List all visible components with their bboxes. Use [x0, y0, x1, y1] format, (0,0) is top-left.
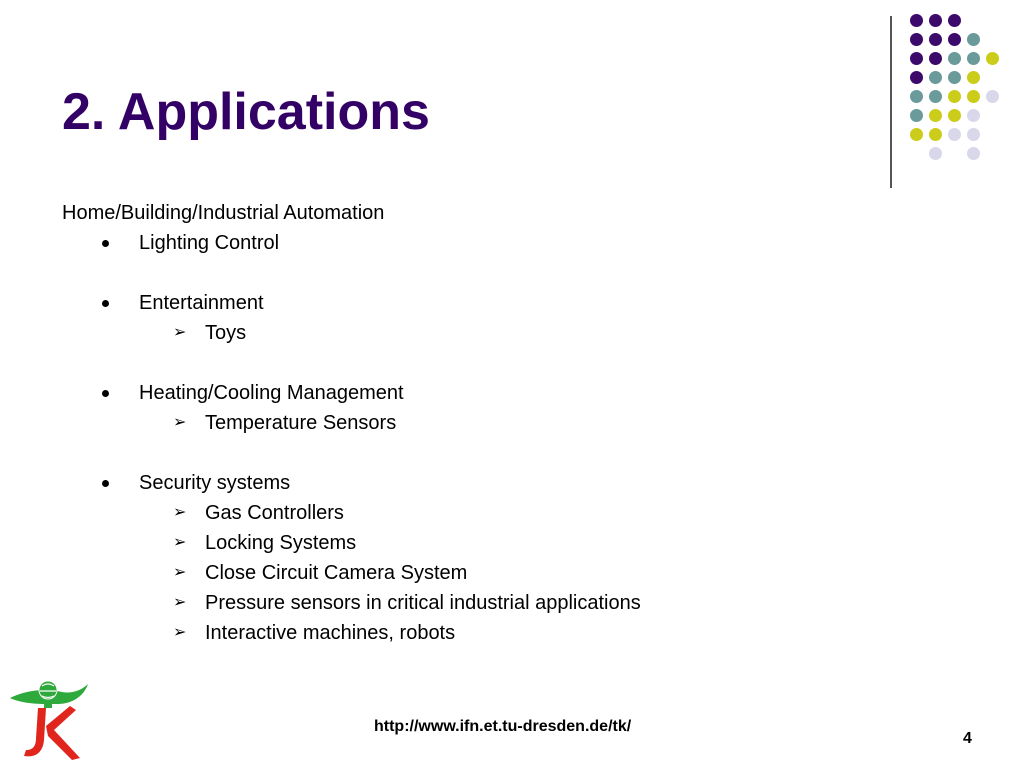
decorative-dot — [967, 109, 980, 122]
list-item — [62, 228, 862, 258]
decorative-dot — [967, 52, 980, 65]
sub-list-item — [62, 318, 862, 348]
decorative-dot — [948, 109, 961, 122]
decorative-dot — [929, 52, 942, 65]
decorative-dot — [986, 52, 999, 65]
title-divider-line — [890, 16, 892, 188]
bullet-icon — [102, 240, 109, 247]
arrowhead-bullet-icon: ➢ — [173, 594, 187, 611]
list-item — [62, 378, 862, 408]
decorative-dot — [929, 14, 942, 27]
decorative-dot — [948, 71, 961, 84]
bullet-icon — [102, 300, 109, 307]
page-number: 4 — [963, 730, 972, 747]
decorative-dot — [967, 33, 980, 46]
arrowhead-bullet-icon: ➢ — [173, 534, 187, 551]
slide-title: 2. Applications — [62, 83, 430, 141]
list-spacer — [62, 438, 862, 468]
sub-list-item — [62, 528, 862, 558]
bullet-icon — [102, 480, 109, 487]
bullet-icon — [102, 390, 109, 397]
decorative-dot — [910, 52, 923, 65]
decorative-dot — [910, 90, 923, 103]
sub-list-item — [62, 618, 862, 648]
arrowhead-bullet-icon: ➢ — [173, 504, 187, 521]
arrowhead-bullet-icon: ➢ — [173, 624, 187, 641]
sub-list-item — [62, 498, 862, 528]
decorative-dot — [948, 14, 961, 27]
decorative-dot — [948, 33, 961, 46]
decorative-dot — [910, 109, 923, 122]
sub-list-item — [62, 408, 862, 438]
tk-logo-icon — [6, 678, 90, 764]
decorative-dot — [910, 14, 923, 27]
sub-list-item-label: Pressure sensors in critical industrial applications — [205, 592, 641, 614]
list-item-label: Heating/Cooling Management — [139, 382, 404, 404]
sub-list-item-label: Toys — [205, 322, 247, 344]
decorative-dot — [986, 90, 999, 103]
arrowhead-bullet-icon: ➢ — [173, 324, 187, 341]
decorative-dot — [929, 147, 942, 160]
decorative-dot — [948, 90, 961, 103]
decorative-dot — [967, 128, 980, 141]
decorative-dot — [948, 128, 961, 141]
list-spacer — [62, 348, 862, 378]
decorative-dot — [967, 147, 980, 160]
list-item-label: Entertainment — [139, 292, 264, 314]
decorative-dot — [929, 128, 942, 141]
sub-list-item-label: Locking Systems — [205, 532, 357, 554]
list-item — [62, 288, 862, 318]
decorative-dot — [967, 90, 980, 103]
decorative-dot — [967, 71, 980, 84]
sub-list-item — [62, 588, 862, 618]
decorative-dot — [948, 52, 961, 65]
arrowhead-bullet-icon: ➢ — [173, 414, 187, 431]
decorative-dot-grid — [910, 14, 1010, 164]
decorative-dot — [929, 71, 942, 84]
list-item — [62, 468, 862, 498]
sub-list-item-label: Gas Controllers — [205, 502, 344, 524]
sub-list-item-label: Temperature Sensors — [205, 412, 397, 434]
section-heading: Home/Building/Industrial Automation — [62, 202, 385, 224]
decorative-dot — [910, 128, 923, 141]
decorative-dot — [929, 109, 942, 122]
decorative-dot — [929, 33, 942, 46]
list-item-label: Security systems — [139, 472, 291, 494]
footer-url: http://www.ifn.et.tu-dresden.de/tk/ — [374, 718, 632, 735]
list-item-label: Lighting Control — [139, 232, 280, 254]
decorative-dot — [910, 33, 923, 46]
sub-list-item — [62, 558, 862, 588]
list-spacer — [62, 258, 862, 288]
arrowhead-bullet-icon: ➢ — [173, 564, 187, 581]
slide-body — [62, 198, 862, 648]
decorative-dot — [929, 90, 942, 103]
decorative-dot — [910, 71, 923, 84]
sub-list-item-label: Close Circuit Camera System — [205, 562, 468, 584]
sub-list-item-label: Interactive machines, robots — [205, 622, 456, 644]
